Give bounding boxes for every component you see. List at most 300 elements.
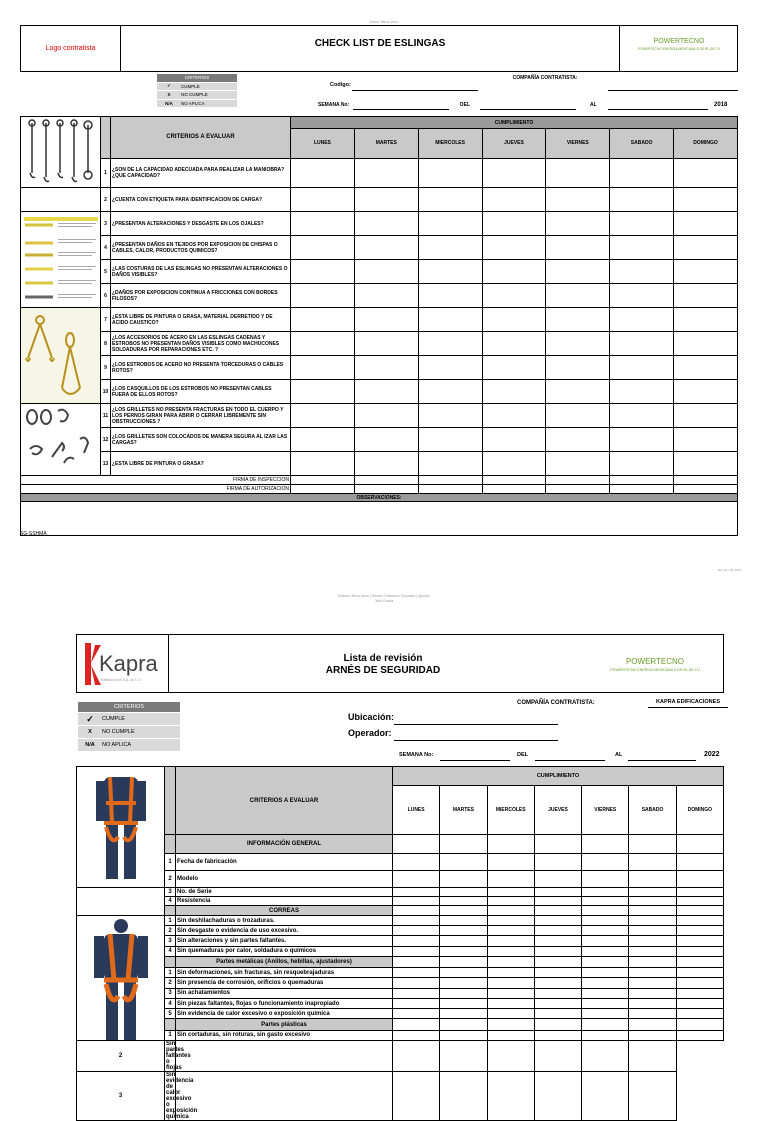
check-cell[interactable] <box>487 946 534 956</box>
row-number: 4 <box>165 998 176 1008</box>
check-cell[interactable] <box>610 260 674 284</box>
check-cell[interactable] <box>534 998 581 1008</box>
check-cell[interactable] <box>582 998 629 1008</box>
day-header: SABADO <box>629 785 676 834</box>
check-cell[interactable] <box>393 988 440 998</box>
check-cell[interactable] <box>291 452 355 476</box>
check-cell[interactable] <box>629 1072 676 1121</box>
check-cell[interactable] <box>418 428 482 452</box>
check-cell[interactable] <box>676 888 723 897</box>
check-cell[interactable] <box>546 188 610 212</box>
check-cell[interactable] <box>676 946 723 956</box>
check-cell[interactable] <box>674 356 738 380</box>
check-cell[interactable] <box>610 284 674 308</box>
check-cell[interactable] <box>487 968 534 978</box>
al-field[interactable] <box>628 760 696 761</box>
row-number: 10 <box>101 380 111 404</box>
table-row <box>77 1009 724 1019</box>
day-header: DOMINGO <box>674 129 738 158</box>
check-cell[interactable] <box>291 260 355 284</box>
logo-text: Kapra <box>99 651 158 676</box>
check-cell[interactable] <box>629 897 676 906</box>
check-cell[interactable] <box>534 888 581 897</box>
row-number: 5 <box>165 1009 176 1019</box>
operador-field[interactable] <box>394 740 558 741</box>
check-cell[interactable] <box>291 158 355 187</box>
chain-slings-icon <box>22 117 100 187</box>
x-icon: X <box>167 92 171 98</box>
check-cell[interactable] <box>582 1009 629 1019</box>
criteria-text: Sin deshilachaduras o trozaduras. <box>176 916 393 926</box>
brand-name: POWERTECNO <box>653 38 705 45</box>
criteria-text: ¿ESTA LIBRE DE PINTURA O GRASA, MATERIAL DERRETIDO Y DE ACIDO CAUSTICO? <box>111 308 291 332</box>
sign-cell[interactable] <box>482 485 546 494</box>
check-cell[interactable] <box>440 853 487 870</box>
table-row <box>21 428 738 452</box>
day-header: VIERNES <box>582 785 629 834</box>
footer-code: SG-SSHMA <box>20 531 47 537</box>
row-number: 8 <box>101 332 111 356</box>
check-icon: ✓ <box>167 83 171 89</box>
check-cell[interactable] <box>393 946 440 956</box>
check-cell[interactable] <box>440 926 487 936</box>
del-label: DEL <box>460 102 470 108</box>
sign-cell[interactable] <box>674 476 738 485</box>
sign-cell[interactable] <box>610 485 674 494</box>
sign-cell[interactable] <box>291 485 355 494</box>
check-cell[interactable] <box>487 998 534 1008</box>
check-cell[interactable] <box>482 236 546 260</box>
check-cell[interactable] <box>610 428 674 452</box>
check-cell[interactable] <box>546 260 610 284</box>
ubicacion-label: Ubicación: <box>348 712 395 722</box>
check-cell[interactable] <box>393 1009 440 1019</box>
check-cell[interactable] <box>393 870 440 887</box>
check-cell[interactable] <box>629 1009 676 1019</box>
table-row <box>77 1030 724 1040</box>
check-cell[interactable] <box>418 308 482 332</box>
check-cell[interactable] <box>354 308 418 332</box>
check-cell[interactable] <box>582 1030 629 1040</box>
check-cell[interactable] <box>418 404 482 428</box>
observaciones-field[interactable] <box>21 502 738 536</box>
check-cell[interactable] <box>176 1072 393 1121</box>
check-cell[interactable] <box>487 853 534 870</box>
check-cell[interactable] <box>676 853 723 870</box>
check-cell[interactable] <box>629 853 676 870</box>
sign-cell[interactable] <box>674 485 738 494</box>
check-cell[interactable] <box>534 853 581 870</box>
check-cell[interactable] <box>354 212 418 236</box>
row-number: 1 <box>165 916 176 926</box>
check-cell[interactable] <box>676 926 723 936</box>
check-cell[interactable] <box>487 1072 534 1121</box>
check-cell[interactable] <box>582 870 629 887</box>
check-cell[interactable] <box>629 998 676 1008</box>
check-cell[interactable] <box>354 428 418 452</box>
check-cell[interactable] <box>440 968 487 978</box>
check-cell[interactable] <box>393 888 440 897</box>
check-cell[interactable] <box>534 926 581 936</box>
check-cell[interactable] <box>546 308 610 332</box>
criteria-text: Sin partes faltantes o flojas <box>166 1041 191 1071</box>
check-cell[interactable] <box>354 356 418 380</box>
check-cell[interactable] <box>610 308 674 332</box>
check-cell[interactable] <box>629 916 676 926</box>
check-cell[interactable] <box>546 284 610 308</box>
slings-image-cell <box>21 117 101 188</box>
check-cell[interactable] <box>354 452 418 476</box>
check-cell[interactable] <box>291 356 355 380</box>
check-cell[interactable] <box>674 404 738 428</box>
check-cell[interactable] <box>487 936 534 946</box>
table-row <box>21 452 738 476</box>
check-cell[interactable] <box>482 212 546 236</box>
check-cell[interactable] <box>291 212 355 236</box>
criteria-text: Sin evidencia de calor excesivo o exposición química <box>166 1072 198 1120</box>
check-cell[interactable] <box>582 968 629 978</box>
check-cell[interactable] <box>674 188 738 212</box>
check-cell[interactable] <box>354 260 418 284</box>
row-number: 3 <box>77 1072 165 1121</box>
row-number: 4 <box>165 946 176 956</box>
harness-front-icon <box>78 767 164 887</box>
firma-inspeccion-label: FIRMA DE INSPECCION <box>21 476 291 485</box>
check-cell[interactable] <box>610 452 674 476</box>
check-cell[interactable] <box>482 308 546 332</box>
harness-image-cell-1 <box>77 767 165 888</box>
check-cell[interactable] <box>354 380 418 404</box>
check-cell[interactable] <box>534 946 581 956</box>
sign-cell[interactable] <box>354 485 418 494</box>
shackles-icon <box>22 405 100 475</box>
check-cell[interactable] <box>674 380 738 404</box>
check-cell[interactable] <box>546 356 610 380</box>
check-cell[interactable] <box>534 988 581 998</box>
check-cell[interactable] <box>629 926 676 936</box>
check-cell[interactable] <box>610 404 674 428</box>
check-cell[interactable] <box>629 936 676 946</box>
check-cell[interactable] <box>418 260 482 284</box>
check-cell[interactable] <box>487 1009 534 1019</box>
check-cell[interactable] <box>534 978 581 988</box>
check-cell[interactable] <box>418 332 482 356</box>
check-cell[interactable] <box>482 380 546 404</box>
check-cell[interactable] <box>610 380 674 404</box>
check-cell[interactable] <box>534 936 581 946</box>
check-cell[interactable] <box>582 888 629 897</box>
check-cell[interactable] <box>534 870 581 887</box>
row-number: 2 <box>165 978 176 988</box>
check-cell[interactable] <box>440 916 487 926</box>
brand-sub: POWERTECNO ENERGIA MEXICANA S DE RL DE CV <box>610 668 700 672</box>
table-row <box>77 946 724 956</box>
check-cell[interactable] <box>546 332 610 356</box>
check-cell[interactable] <box>393 968 440 978</box>
check-cell[interactable] <box>546 404 610 428</box>
check-cell[interactable] <box>487 926 534 936</box>
check-cell[interactable] <box>418 284 482 308</box>
sign-cell[interactable] <box>546 476 610 485</box>
cumplimiento-header: CUMPLIMIENTO <box>291 117 738 129</box>
check-cell[interactable] <box>610 236 674 260</box>
check-cell[interactable] <box>674 284 738 308</box>
check-cell[interactable] <box>440 1072 487 1121</box>
check-cell[interactable] <box>610 158 674 187</box>
check-cell[interactable] <box>291 380 355 404</box>
sign-cell[interactable] <box>482 476 546 485</box>
check-cell[interactable] <box>482 428 546 452</box>
check-cell[interactable] <box>393 1041 440 1072</box>
check-cell[interactable] <box>482 404 546 428</box>
check-cell[interactable] <box>291 404 355 428</box>
criteria-text: ¿LOS CASQUILLOS DE LOS ESTROBOS NO PRESENTAN CABLES FUERA DE ELLOS ROTOS? <box>111 380 291 404</box>
criteria-text: ¿PRESENTAN ALTERACIONES Y DESGASTE EN LOS OJALES? <box>111 212 291 236</box>
check-cell[interactable] <box>534 1072 581 1121</box>
criteria-text: ¿DAÑOS POR EXPOSICION CONTINUA A FRICCIONES CON BORDES FILOSOS? <box>111 284 291 308</box>
check-cell[interactable] <box>629 1041 676 1072</box>
day-header: SABADO <box>610 129 674 158</box>
check-cell[interactable] <box>582 936 629 946</box>
sign-cell[interactable] <box>291 476 355 485</box>
check-cell[interactable] <box>546 158 610 187</box>
check-cell[interactable] <box>582 978 629 988</box>
check-cell[interactable] <box>291 188 355 212</box>
page2-title-1: Lista de revisión <box>343 653 423 664</box>
check-cell[interactable] <box>676 1030 723 1040</box>
check-cell[interactable] <box>418 380 482 404</box>
check-cell[interactable] <box>582 916 629 926</box>
check-cell[interactable] <box>629 946 676 956</box>
compania-value[interactable]: KAPRA EDIFICACIONES <box>656 699 720 705</box>
check-cell[interactable] <box>440 946 487 956</box>
check-cell[interactable] <box>440 870 487 887</box>
semana-field[interactable] <box>353 109 449 110</box>
check-cell[interactable] <box>440 1009 487 1019</box>
check-cell[interactable] <box>629 888 676 897</box>
check-cell[interactable] <box>393 1030 440 1040</box>
check-cell[interactable] <box>546 428 610 452</box>
check-cell[interactable] <box>582 1072 629 1121</box>
table-row <box>21 308 738 332</box>
check-cell[interactable] <box>291 236 355 260</box>
ubicacion-field[interactable] <box>394 724 558 725</box>
check-cell[interactable] <box>610 188 674 212</box>
check-cell[interactable] <box>482 452 546 476</box>
check-cell[interactable] <box>674 236 738 260</box>
check-cell[interactable] <box>440 988 487 998</box>
check-cell[interactable] <box>440 998 487 1008</box>
check-cell[interactable] <box>610 212 674 236</box>
check-cell[interactable] <box>291 308 355 332</box>
check-cell[interactable] <box>674 308 738 332</box>
legend-row <box>157 91 237 100</box>
check-cell[interactable] <box>487 897 534 906</box>
sign-cell[interactable] <box>418 485 482 494</box>
check-cell[interactable] <box>676 870 723 887</box>
legend-label: NO APLICA <box>102 742 132 748</box>
check-cell[interactable] <box>487 978 534 988</box>
check-cell[interactable] <box>629 978 676 988</box>
check-cell[interactable] <box>534 897 581 906</box>
brand-name: POWERTECNO <box>625 657 685 666</box>
sign-cell[interactable] <box>418 476 482 485</box>
year: 2018 <box>714 102 728 108</box>
table-row <box>77 888 724 897</box>
blank-image-cell <box>21 188 101 212</box>
check-cell[interactable] <box>676 978 723 988</box>
check-cell[interactable] <box>393 998 440 1008</box>
check-cell[interactable] <box>418 452 482 476</box>
check-cell[interactable] <box>534 916 581 926</box>
check-cell[interactable] <box>582 897 629 906</box>
check-cell[interactable] <box>291 284 355 308</box>
check-cell[interactable] <box>418 212 482 236</box>
check-cell[interactable] <box>354 188 418 212</box>
check-cell[interactable] <box>674 452 738 476</box>
check-cell[interactable] <box>610 356 674 380</box>
check-cell[interactable] <box>534 1030 581 1040</box>
check-cell[interactable] <box>418 188 482 212</box>
del-label: DEL <box>517 752 528 758</box>
check-cell[interactable] <box>487 988 534 998</box>
check-cell[interactable] <box>487 916 534 926</box>
del-field[interactable] <box>480 109 576 110</box>
sign-cell[interactable] <box>610 476 674 485</box>
row-number: 12 <box>101 428 111 452</box>
check-cell[interactable] <box>487 870 534 887</box>
check-cell[interactable] <box>393 1072 440 1121</box>
check-cell[interactable] <box>482 356 546 380</box>
row-number: 4 <box>101 236 111 260</box>
semana-field[interactable] <box>440 760 510 761</box>
check-cell[interactable] <box>482 332 546 356</box>
check-cell[interactable] <box>487 888 534 897</box>
check-cell[interactable] <box>393 926 440 936</box>
check-cell[interactable] <box>676 916 723 926</box>
check-cell[interactable] <box>582 988 629 998</box>
check-cell[interactable] <box>418 236 482 260</box>
check-cell[interactable] <box>534 1041 581 1072</box>
check-cell[interactable] <box>354 236 418 260</box>
check-cell[interactable] <box>354 332 418 356</box>
check-cell[interactable] <box>440 1030 487 1040</box>
day-header: MARTES <box>354 129 418 158</box>
sign-cell[interactable] <box>546 485 610 494</box>
check-cell[interactable] <box>674 260 738 284</box>
semana-label: SEMANA No: <box>399 752 434 758</box>
table-row <box>77 998 724 1008</box>
check-cell[interactable] <box>546 380 610 404</box>
row-number: 2 <box>165 926 176 936</box>
row-number: 5 <box>101 260 111 284</box>
check-cell[interactable] <box>354 404 418 428</box>
row-number: 3 <box>101 212 111 236</box>
check-cell[interactable] <box>676 988 723 998</box>
check-cell[interactable] <box>534 1009 581 1019</box>
check-cell[interactable] <box>482 260 546 284</box>
check-cell[interactable] <box>582 1041 629 1072</box>
check-cell[interactable] <box>482 188 546 212</box>
check-cell[interactable] <box>393 916 440 926</box>
del-field[interactable] <box>535 760 605 761</box>
table-row <box>77 936 724 946</box>
check-cell[interactable] <box>676 936 723 946</box>
check-cell[interactable] <box>440 1041 487 1072</box>
check-cell[interactable] <box>674 332 738 356</box>
codigo-field[interactable] <box>352 90 478 91</box>
al-field[interactable] <box>608 109 708 110</box>
criteria-text: ¿LOS ACCESORIOS DE ACERO EN LAS ESLINGAS CADENAS Y ESTROBOS NO PRESENTAN DAÑOS VISIBLES COMO MACHUCONES SOLDADURAS POR REPARACIONES ETC. ? <box>111 332 291 356</box>
check-cell[interactable] <box>291 428 355 452</box>
check-cell[interactable] <box>546 452 610 476</box>
check-cell[interactable] <box>393 897 440 906</box>
check-cell[interactable] <box>629 988 676 998</box>
page2-title-2: ARNÉS DE SEGURIDAD <box>325 665 441 676</box>
check-cell[interactable] <box>676 1009 723 1019</box>
check-cell[interactable] <box>418 158 482 187</box>
observaciones-header: OBSERVACIONES: <box>21 494 738 502</box>
day-header: MARTES <box>440 785 487 834</box>
check-cell[interactable] <box>674 212 738 236</box>
powertecno-logo-box <box>619 26 737 71</box>
check-cell[interactable] <box>354 284 418 308</box>
check-cell[interactable] <box>440 978 487 988</box>
check-cell[interactable] <box>482 284 546 308</box>
sign-cell[interactable] <box>354 476 418 485</box>
check-cell[interactable] <box>674 428 738 452</box>
check-cell[interactable] <box>487 1041 534 1072</box>
legend-label: CUMPLE <box>181 83 200 89</box>
check-cell[interactable] <box>674 158 738 187</box>
check-cell[interactable] <box>354 158 418 187</box>
firma-autorizacion-label: FIRMA DE AUTORIZACION <box>21 485 291 494</box>
check-cell[interactable] <box>629 870 676 887</box>
check-cell[interactable] <box>546 212 610 236</box>
check-cell[interactable] <box>487 1030 534 1040</box>
check-cell[interactable] <box>546 236 610 260</box>
check-cell[interactable] <box>440 936 487 946</box>
check-cell[interactable] <box>582 946 629 956</box>
check-cell[interactable] <box>676 998 723 1008</box>
criteria-text: Sin quemaduras por calor, soldadura o químicos <box>176 946 393 956</box>
check-cell[interactable] <box>440 888 487 897</box>
check-cell[interactable] <box>418 356 482 380</box>
check-cell[interactable] <box>676 968 723 978</box>
check-cell[interactable] <box>482 158 546 187</box>
check-cell[interactable] <box>582 926 629 936</box>
compania-field[interactable] <box>608 90 738 91</box>
cumplimiento-header: CUMPLIMIENTO <box>393 767 724 786</box>
day-header: LUNES <box>291 129 355 158</box>
check-cell[interactable] <box>582 853 629 870</box>
check-cell[interactable] <box>393 936 440 946</box>
check-cell[interactable] <box>393 853 440 870</box>
criteria-text: Fecha de fabricación <box>176 853 393 870</box>
check-cell[interactable] <box>440 897 487 906</box>
check-cell[interactable] <box>534 968 581 978</box>
blank-image-cell <box>77 888 165 916</box>
table-row <box>77 988 724 998</box>
check-cell[interactable] <box>629 968 676 978</box>
check-cell[interactable] <box>610 332 674 356</box>
al-label: AL <box>615 752 623 758</box>
check-cell[interactable] <box>676 897 723 906</box>
check-cell[interactable] <box>393 978 440 988</box>
check-cell[interactable] <box>629 1030 676 1040</box>
check-cell[interactable] <box>291 332 355 356</box>
check-cell[interactable] <box>176 1041 393 1072</box>
